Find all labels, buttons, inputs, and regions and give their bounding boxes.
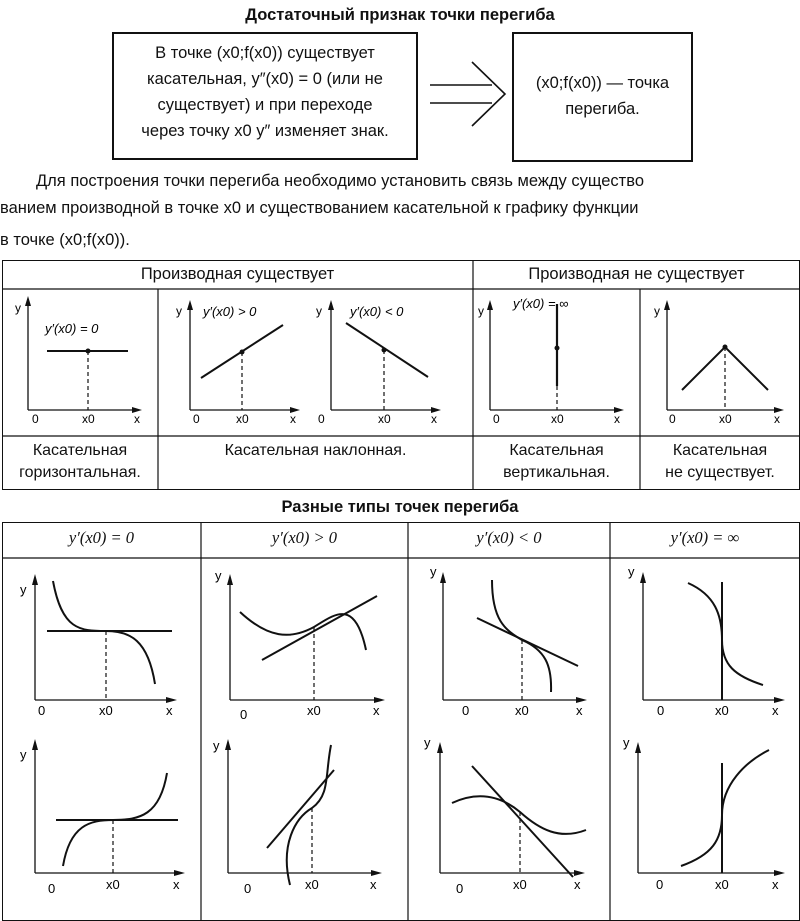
derivative-label: y′(x0) = ∞ xyxy=(513,296,569,311)
x-label: x xyxy=(134,412,140,426)
paragraph-line-1: Для построения точки перегиба необходимо установить связь между существо xyxy=(36,172,644,190)
type-header-positive: y′(x0) > 0 xyxy=(271,528,338,547)
condition-line-4: через точку x0 y″ изменяет знак. xyxy=(141,122,389,140)
origin-label: 0 xyxy=(244,881,252,896)
y-label: y xyxy=(628,564,635,579)
tangent-line xyxy=(267,770,334,848)
x-label: x xyxy=(576,703,583,718)
graph-infinite-2 xyxy=(623,735,785,892)
x-label: x xyxy=(614,412,620,426)
origin-label: 0 xyxy=(48,881,56,896)
result-line-2: перегиба. xyxy=(565,100,640,118)
caption-vertical-1: Касательная xyxy=(509,442,604,459)
graph-zero-decreasing xyxy=(20,574,177,718)
y-label: y xyxy=(15,301,21,315)
x-label: x xyxy=(370,877,377,892)
x0-label: x0 xyxy=(106,877,120,892)
x-label: x xyxy=(431,412,437,426)
x-label: x xyxy=(774,412,780,426)
header-derivative-not-exists: Производная не существует xyxy=(528,265,745,283)
curve xyxy=(287,745,331,885)
y-label: y xyxy=(623,735,630,750)
origin-label: 0 xyxy=(669,412,676,426)
origin-label: 0 xyxy=(318,412,325,426)
origin-label: 0 xyxy=(240,707,248,722)
paragraph-line-3: в точке (x0;f(x0)). xyxy=(0,231,130,249)
x-label: x xyxy=(772,877,779,892)
x-label: x xyxy=(373,703,380,718)
caption-horizontal-1: Касательная xyxy=(32,442,128,459)
main-title: Достаточный признак точки перегиба xyxy=(245,6,555,24)
x-label: x xyxy=(290,412,296,426)
y-label: y xyxy=(316,304,322,318)
x0-label: x0 xyxy=(513,877,527,892)
x-label: x xyxy=(166,703,173,718)
x-label: x xyxy=(772,703,779,718)
type-header-infinite: y′(x0) = ∞ xyxy=(670,528,740,547)
derivative-label: y′(x0) = 0 xyxy=(45,321,99,336)
caption-vertical-2: вертикальная. xyxy=(503,464,610,481)
origin-label: 0 xyxy=(493,412,500,426)
graph-negative-2 xyxy=(424,735,586,896)
x0-label: x0 xyxy=(515,703,529,718)
tangent-line xyxy=(472,766,573,877)
curve xyxy=(452,796,586,834)
x-label: x xyxy=(173,877,180,892)
caption-none-1: Касательная xyxy=(672,442,768,459)
origin-label: 0 xyxy=(193,412,200,426)
condition-line-2: касательная, y″(x0) = 0 (или не xyxy=(147,70,383,88)
y-label: y xyxy=(430,564,437,579)
origin-label: 0 xyxy=(657,703,665,718)
y-label: y xyxy=(478,304,484,318)
graph-positive-2 xyxy=(213,738,382,896)
x0-label: x0 xyxy=(715,703,729,718)
graph-positive-1 xyxy=(215,568,385,722)
origin-label: 0 xyxy=(462,703,470,718)
x0-label: x0 xyxy=(236,412,249,426)
x0-label: x0 xyxy=(305,877,319,892)
x0-label: x0 xyxy=(307,703,321,718)
derivative-label: y′(x0) < 0 xyxy=(350,304,404,319)
x-label: x xyxy=(574,877,581,892)
y-label: y xyxy=(20,747,27,762)
caption-horizontal-2: горизонтальная. xyxy=(19,464,141,481)
derivative-label: y′(x0) > 0 xyxy=(203,304,257,319)
curve xyxy=(681,750,769,866)
origin-label: 0 xyxy=(456,881,464,896)
y-label: y xyxy=(176,304,182,318)
origin-label: 0 xyxy=(656,877,664,892)
type-header-zero: y′(x0) = 0 xyxy=(68,528,135,547)
paragraph-line-2: ванием производной в точке x0 и существованием касательной к графику функции xyxy=(0,199,639,217)
curve xyxy=(240,612,366,650)
y-label: y xyxy=(20,582,27,597)
types-title: Разные типы точек перегиба xyxy=(281,498,519,516)
origin-label: 0 xyxy=(38,703,46,718)
y-label: y xyxy=(654,304,660,318)
y-label: y xyxy=(213,738,220,753)
type-header-negative: y′(x0) < 0 xyxy=(476,528,542,547)
x0-label: x0 xyxy=(719,412,732,426)
graph-negative-1 xyxy=(430,564,587,718)
x0-label: x0 xyxy=(99,703,113,718)
x0-label: x0 xyxy=(378,412,391,426)
graph-infinite-1 xyxy=(628,564,785,718)
curve xyxy=(688,583,763,685)
x0-label: x0 xyxy=(715,877,729,892)
caption-none-2: не существует. xyxy=(665,464,775,481)
curve xyxy=(53,581,155,684)
x0-label: x0 xyxy=(82,412,95,426)
x0-label: x0 xyxy=(551,412,564,426)
graph-zero-increasing xyxy=(20,739,185,896)
y-label: y xyxy=(424,735,431,750)
result-line-1: (x0;f(x0)) — точка xyxy=(535,74,670,92)
condition-line-1: В точке (x0;f(x0)) существует xyxy=(155,44,375,62)
origin-label: 0 xyxy=(32,412,39,426)
header-derivative-exists: Производная существует xyxy=(140,265,335,283)
condition-line-3: существует) и при переходе xyxy=(157,96,373,114)
caption-inclined-1: Касательная наклонная. xyxy=(224,442,407,459)
y-label: y xyxy=(215,568,222,583)
